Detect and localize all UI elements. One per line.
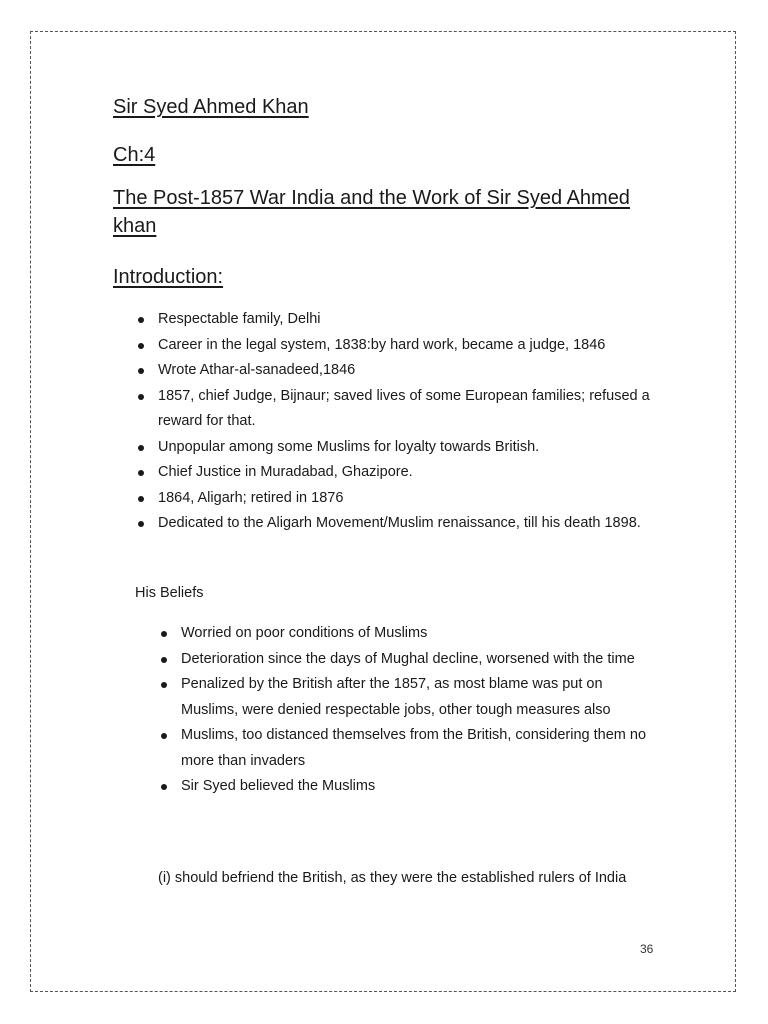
page-number: 36 [640, 942, 654, 956]
introduction-list [135, 307, 675, 537]
chapter-subtitle: The Post-1857 War India and the Work of Sir Syed Ahmed khan [113, 187, 630, 237]
list-item: 1864, Aligarh; retired in 1876 [135, 486, 675, 512]
document-title: Sir Syed Ahmed Khan [113, 96, 309, 118]
list-item: Muslims, too distanced themselves from the British, considering them no more than invaders [158, 723, 658, 774]
list-item: Chief Justice in Muradabad, Ghazipore. [135, 460, 675, 486]
list-item: 1857, chief Judge, Bijnaur; saved lives of some European families; refused a reward for that. [135, 384, 675, 435]
list-item: Unpopular among some Muslims for loyalty towards British. [135, 435, 675, 461]
list-item: Deterioration since the days of Mughal decline, worsened with the time [158, 647, 658, 673]
list-item: Wrote Athar-al-sanadeed,1846 [135, 358, 675, 384]
belief-note: (i) should befriend the British, as they were the established rulers of India [158, 870, 627, 886]
list-item: Penalized by the British after the 1857, as most blame was put on Muslims, were denied respectable jobs, other tough measures also [158, 672, 658, 723]
list-item: Worried on poor conditions of Muslims [158, 621, 658, 647]
list-item: Career in the legal system, 1838:by hard work, became a judge, 1846 [135, 333, 675, 359]
chapter-label: Ch:4 [113, 144, 156, 166]
beliefs-list [158, 621, 658, 800]
list-item: Sir Syed believed the Muslims [158, 774, 658, 800]
list-item: Respectable family, Delhi [135, 307, 675, 333]
introduction-heading: Introduction: [113, 266, 224, 288]
list-item: Dedicated to the Aligarh Movement/Muslim renaissance, till his death 1898. [135, 511, 675, 537]
beliefs-heading: His Beliefs [135, 585, 204, 601]
